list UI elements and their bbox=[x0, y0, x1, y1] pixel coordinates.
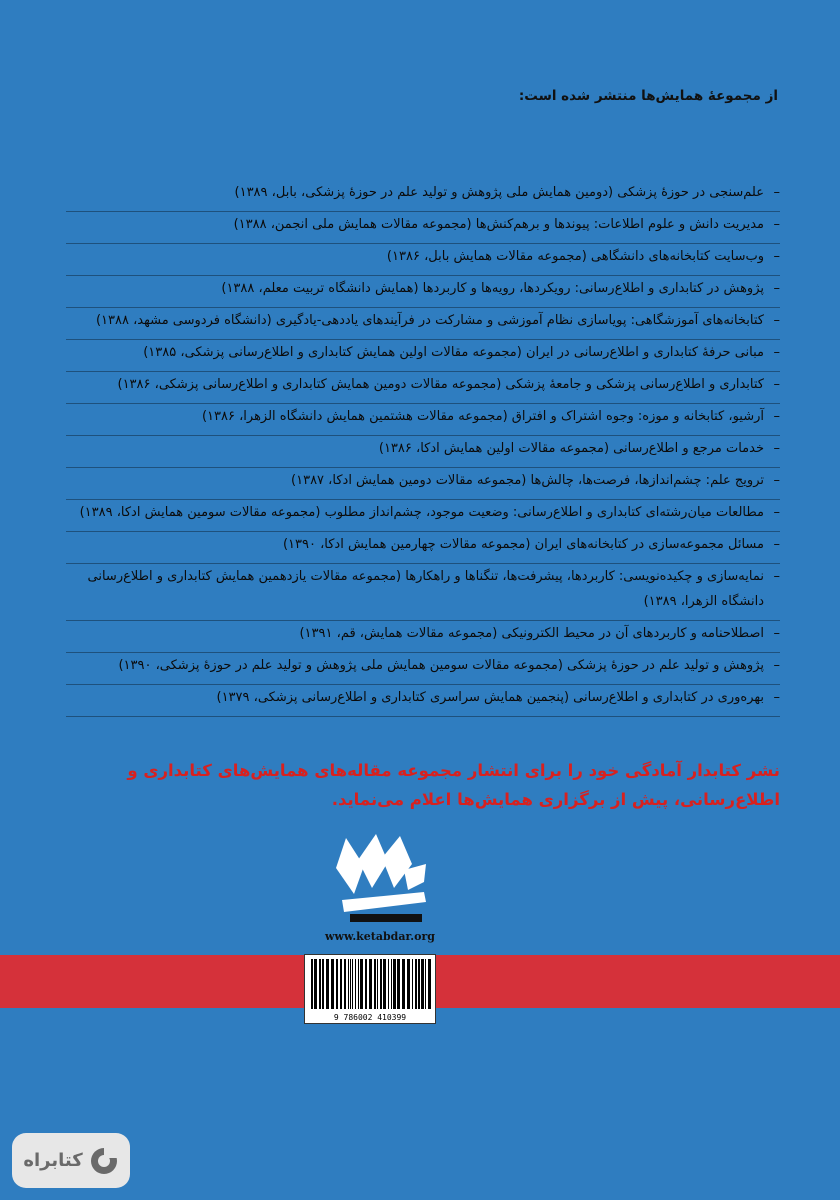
website-url[interactable]: www.ketabdar.org bbox=[325, 930, 435, 943]
watermark-badge bbox=[12, 1133, 130, 1188]
isbn-barcode bbox=[304, 954, 436, 1024]
publication-item: – پژوهش در کتابداری و اطلاع‌رسانی: رویکردها، رویه‌ها و کاربردها (همایش دانشگاه تربیت معلم، ۱۳۸۸) bbox=[66, 276, 780, 308]
publication-item: – مسائل مجموعه‌سازی در کتابخانه‌های ایران (مجموعه مقالات چهارمین همایش ادکا، ۱۳۹۰) bbox=[66, 532, 780, 564]
publication-item: – کتابخانه‌های آموزشگاهی: پویاسازی نظام آموزشی و مشارکت در فرآیندهای یاددهی-یادگیری (دانشگاه فردوسی مشهد، ۱۳۸۸) bbox=[66, 308, 780, 340]
publication-item: – مدیریت دانش و علوم اطلاعات: پیوندها و برهم‌کنش‌ها (مجموعه مقالات همایش ملی انجمن، ۱۳۸۸) bbox=[66, 212, 780, 244]
publication-item: – اصطلاحنامه و کاربردهای آن در محیط الکترونیکی (مجموعه مقالات همایش، قم، ۱۳۹۱) bbox=[66, 621, 780, 653]
publication-item: – پژوهش و تولید علم در حوزهٔ پزشکی (مجموعه مقالات سومین همایش ملی پژوهش و تولید علم در حوزهٔ پزشکی، ۱۳۹۰) bbox=[66, 653, 780, 685]
publisher-logo bbox=[328, 830, 438, 928]
publication-item: – ترویج علم: چشم‌اندازها، فرصت‌ها، چالش‌ها (مجموعه مقالات دومین همایش ادکا، ۱۳۸۷) bbox=[66, 468, 780, 500]
ketabdar-logo-icon bbox=[328, 830, 438, 928]
publication-item: – مبانی حرفهٔ کتابداری و اطلاع‌رسانی در ایران (مجموعه مقالات اولین همایش کتابداری و اطلاع‌رسانی پزشکی، ۱۳۸۵) bbox=[66, 340, 780, 372]
watermark-text: کتابراه bbox=[23, 1150, 83, 1171]
ketabrah-logo-icon bbox=[89, 1146, 119, 1176]
publication-list bbox=[66, 180, 780, 717]
barcode-icon bbox=[305, 955, 435, 1011]
publication-item: – آرشیو، کتابخانه و موزه: وجوه اشتراک و افتراق (مجموعه مقالات هشتمین همایش دانشگاه الزهرا، ۱۳۸۶) bbox=[66, 404, 780, 436]
publication-item: – کتابداری و اطلاع‌رسانی پزشکی و جامعهٔ پزشکی (مجموعه مقالات دومین همایش کتابداری و اطلاع‌رسانی پزشکی، ۱۳۸۶) bbox=[66, 372, 780, 404]
publication-item: – خدمات مرجع و اطلاع‌رسانی (مجموعه مقالات اولین همایش ادکا، ۱۳۸۶) bbox=[66, 436, 780, 468]
publication-item: – بهره‌وری در کتابداری و اطلاع‌رسانی (پنجمین همایش سراسری کتابداری و اطلاع‌رسانی پزشکی، ۱۳۷۹) bbox=[66, 685, 780, 717]
publication-item: – علم‌سنجی در حوزهٔ پزشکی (دومین همایش ملی پژوهش و تولید علم در حوزهٔ پزشکی، بابل، ۱۳۸۹) bbox=[66, 180, 780, 212]
publisher-notice: نشر کتابدار آمادگی خود را برای انتشار مجموعه مقاله‌های همایش‌های کتابداری و اطلاع‌رسانی، پیش از برگزاری همایش‌ها اعلام می‌نماید. bbox=[127, 761, 780, 809]
publication-item: – مطالعات میان‌رشته‌ای کتابداری و اطلاع‌رسانی: وضعیت موجود، چشم‌انداز مطلوب (مجموعه مقالات سومین همایش ادکا، ۱۳۸۹) bbox=[66, 500, 780, 532]
isbn-number: 9 786002 410399 bbox=[333, 1013, 407, 1022]
publication-item: – وب‌سایت کتابخانه‌های دانشگاهی (مجموعه مقالات همایش بابل، ۱۳۸۶) bbox=[66, 244, 780, 276]
intro-heading: از مجموعهٔ همایش‌ها منتشر شده است: bbox=[518, 88, 778, 104]
publication-item: – نمایه‌سازی و چکیده‌نویسی: کاربردها، پیشرفت‌ها، تنگناها و راهکارها (مجموعه مقالات یازدهمین همایش کتابداری و اطلاع‌رسانی دانشگاه الزهرا، ۱۳۸۹) bbox=[66, 564, 780, 621]
